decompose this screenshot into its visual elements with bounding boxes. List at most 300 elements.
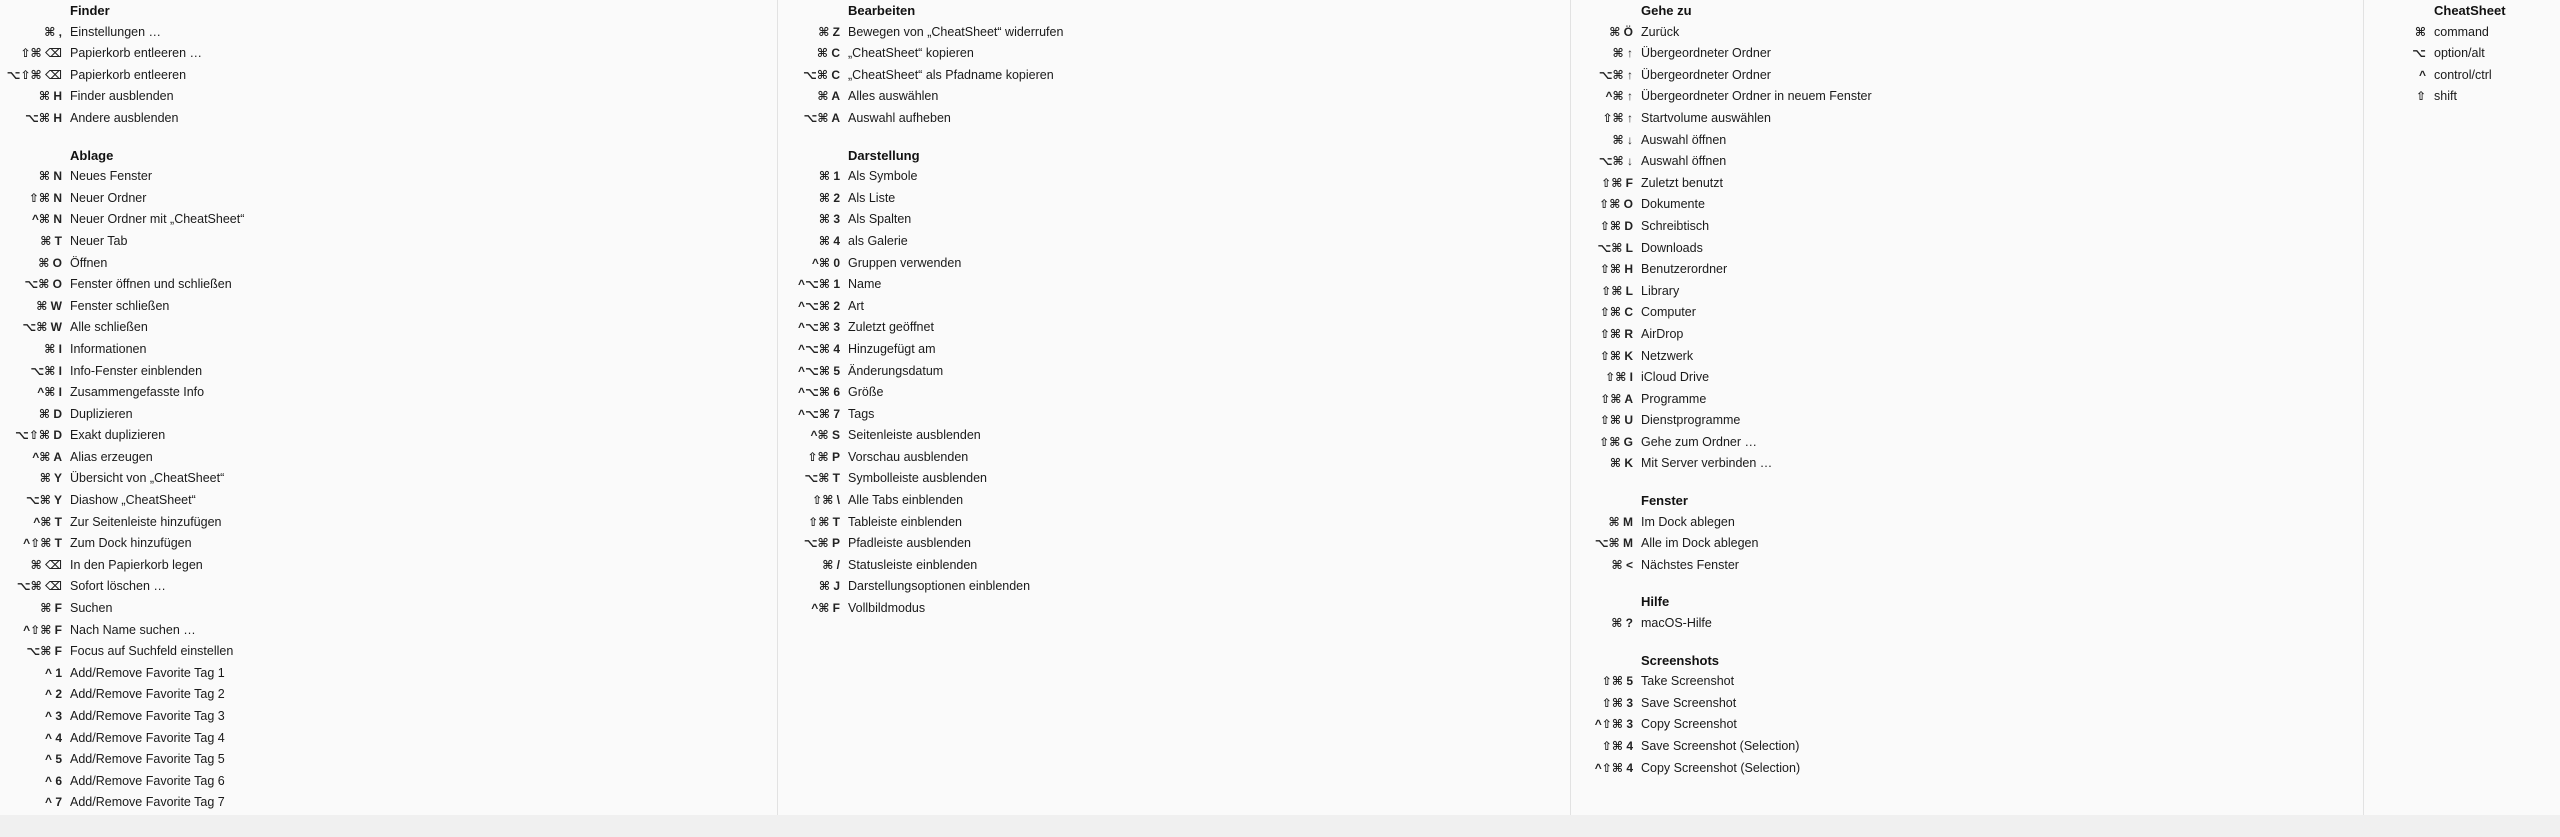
shortcut-keys: ⌥⌘ I <box>30 363 62 378</box>
shortcut-keys: ⌘ , <box>44 24 62 39</box>
shortcut-action: „CheatSheet“ als Pfadname kopieren <box>848 67 1054 82</box>
shortcut-keys: ^ 5 <box>44 752 62 767</box>
shortcut-keys: ^ 6 <box>44 773 62 788</box>
shortcut-keys: ⇧⌘ 5 <box>1601 674 1633 689</box>
shortcut-row <box>1571 736 2364 758</box>
shortcut-action: Zusammengefasste Info <box>70 385 205 400</box>
shortcut-keys: ⌥⌘ C <box>803 67 840 82</box>
shortcut-keys: ⌘ M <box>1608 514 1633 529</box>
shortcut-action: Öffnen <box>70 255 108 270</box>
shortcut-action: Im Dock ablegen <box>1641 514 1735 529</box>
shortcut-keys: ^⌥⌘ 7 <box>798 406 840 421</box>
shortcut-row <box>0 663 778 685</box>
shortcut-keys: ⇧⌘ A <box>1600 391 1633 406</box>
section-gap <box>0 130 778 145</box>
shortcut-action: Library <box>1641 283 1680 298</box>
shortcut-action: Suchen <box>70 601 113 616</box>
shortcut-action: Pfadleiste ausblenden <box>848 536 972 551</box>
shortcut-action: Papierkorb entleeren … <box>70 46 203 61</box>
shortcut-row <box>0 447 778 469</box>
shortcut-row <box>0 339 778 361</box>
shortcut-row <box>0 65 778 87</box>
shortcut-action: Zuletzt geöffnet <box>848 320 934 335</box>
shortcut-row <box>778 468 1571 490</box>
shortcut-row <box>1571 555 2364 577</box>
shortcut-keys: ⌥⌘ W <box>22 320 62 335</box>
shortcut-action: Hinzugefügt am <box>848 341 936 356</box>
shortcut-action: Symbolleiste ausblenden <box>848 471 987 486</box>
shortcut-row <box>1571 693 2364 715</box>
section <box>1571 635 2364 780</box>
shortcut-action: Duplizieren <box>70 406 133 421</box>
shortcut-keys: ⌘ H <box>38 89 62 104</box>
section <box>0 0 778 130</box>
bottom-strip <box>0 815 2560 837</box>
shortcut-action: Neuer Ordner mit „CheatSheet“ <box>70 212 245 227</box>
shortcut-keys: ⇧⌘ N <box>28 190 62 205</box>
shortcut-row <box>2364 22 2560 44</box>
shortcut-action: Als Spalten <box>848 212 912 227</box>
shortcut-keys: ⇧⌘ D <box>1599 218 1633 233</box>
shortcut-action: Papierkorb entleeren <box>70 67 187 82</box>
shortcut-row <box>778 166 1571 188</box>
shortcut-row <box>1571 43 2364 65</box>
shortcut-action: Add/Remove Favorite Tag 4 <box>70 730 225 745</box>
shortcut-row <box>0 512 778 534</box>
shortcut-action: Alle schließen <box>70 320 148 335</box>
shortcut-keys: ⌘ ↓ <box>1612 132 1633 147</box>
shortcut-keys: ^⌘ S <box>810 428 840 443</box>
shortcut-action: Info-Fenster einblenden <box>70 363 203 378</box>
shortcut-keys: ⇧⌘ H <box>1599 262 1633 277</box>
section <box>1571 576 2364 634</box>
shortcut-keys: ⌘ W <box>36 298 62 313</box>
shortcut-action: Auswahl öffnen <box>1641 154 1727 169</box>
shortcut-keys: ⇧⌘ ⌫ <box>20 46 62 61</box>
shortcut-row <box>0 382 778 404</box>
shortcut-keys: ⇧⌘ \ <box>812 493 840 508</box>
shortcut-keys: ⌥⌘ ↑ <box>1598 67 1633 82</box>
shortcut-keys: ⌘ 2 <box>818 190 840 205</box>
shortcut-row <box>1571 453 2364 475</box>
shortcut-keys: ⌥⌘ ⌫ <box>16 579 62 594</box>
shortcut-action: Tags <box>848 406 875 421</box>
shortcut-action: „CheatSheet“ kopieren <box>848 46 974 61</box>
shortcut-row <box>1571 324 2364 346</box>
shortcut-keys: ^⇧⌘ F <box>23 622 62 637</box>
shortcut-action: Focus auf Suchfeld einstellen <box>70 644 234 659</box>
shortcut-row <box>0 728 778 750</box>
shortcut-keys: ⌥⇧⌘ D <box>14 428 62 443</box>
shortcut-row <box>1571 613 2364 635</box>
shortcut-row <box>0 576 778 598</box>
section-title: Screenshots <box>1641 652 1720 668</box>
shortcut-action: Gruppen verwenden <box>848 255 962 270</box>
shortcut-action: Statusleiste einblenden <box>848 557 978 572</box>
section <box>1571 475 2364 576</box>
shortcut-row <box>1571 151 2364 173</box>
shortcut-action: Neuer Ordner <box>70 190 147 205</box>
shortcut-keys: ⌘ N <box>38 169 62 184</box>
shortcut-row <box>778 490 1571 512</box>
shortcut-row <box>0 166 778 188</box>
section-title: Ablage <box>70 147 114 163</box>
section-title: Gehe zu <box>1641 3 1692 18</box>
shortcut-row <box>0 468 778 490</box>
shortcut-row <box>778 43 1571 65</box>
shortcut-keys: ^ 2 <box>44 687 62 702</box>
shortcut-keys: ^⌥⌘ 4 <box>798 341 840 356</box>
shortcut-keys: ⌥ <box>2412 46 2426 61</box>
shortcut-action: Save Screenshot (Selection) <box>1641 739 1800 753</box>
shortcut-row <box>2364 43 2560 65</box>
shortcut-keys: ⌥⌘ A <box>803 110 840 125</box>
shortcut-row <box>0 108 778 130</box>
shortcut-action: Übergeordneter Ordner <box>1641 67 1771 82</box>
shortcut-action: Alle im Dock ablegen <box>1641 536 1759 551</box>
shortcut-action: Als Symbole <box>848 169 918 184</box>
shortcut-action: Copy Screenshot <box>1641 717 1737 732</box>
shortcut-action: Add/Remove Favorite Tag 7 <box>70 795 225 810</box>
column-gehe-zu <box>1571 0 2364 815</box>
shortcut-row <box>1571 389 2364 411</box>
shortcut-keys: ⌘ F <box>40 601 62 616</box>
shortcut-action: Schreibtisch <box>1641 218 1710 233</box>
shortcut-keys: ⌘ ↑ <box>1612 46 1633 61</box>
shortcut-keys: ⌥⇧⌘ ⌫ <box>6 67 62 82</box>
shortcut-row <box>0 231 778 253</box>
shortcut-row <box>778 209 1571 231</box>
shortcut-row <box>1571 108 2364 130</box>
shortcut-action: Bewegen von „CheatSheet“ widerrufen <box>848 24 1064 39</box>
shortcut-keys: ⌘ 1 <box>818 169 840 184</box>
shortcut-action: Übergeordneter Ordner <box>1641 46 1771 61</box>
shortcut-keys: ⌘ Y <box>39 471 62 486</box>
shortcut-row <box>1571 173 2364 195</box>
shortcut-keys: ^ 4 <box>44 730 62 745</box>
shortcut-action: Andere ausblenden <box>70 110 179 125</box>
shortcut-row <box>1571 65 2364 87</box>
shortcut-row <box>1571 130 2364 152</box>
shortcut-row <box>778 555 1571 577</box>
shortcut-keys: ^⌥⌘ 5 <box>798 363 840 378</box>
column-cheatsheet <box>2364 0 2560 815</box>
shortcut-row <box>0 771 778 793</box>
shortcut-action: als Galerie <box>848 233 908 248</box>
shortcut-row <box>0 404 778 426</box>
shortcut-row <box>778 533 1571 555</box>
shortcut-row <box>0 490 778 512</box>
shortcut-action: Add/Remove Favorite Tag 5 <box>70 752 225 767</box>
shortcut-keys: ^⌥⌘ 6 <box>798 385 840 400</box>
shortcut-row <box>778 425 1571 447</box>
shortcut-action: Nach Name suchen … <box>70 622 196 637</box>
shortcut-action: Tableiste einblenden <box>848 514 962 529</box>
shortcut-row <box>778 404 1571 426</box>
shortcut-row <box>778 86 1571 108</box>
shortcut-action: Zuletzt benutzt <box>1641 175 1723 190</box>
shortcut-row <box>778 253 1571 275</box>
column-finder <box>0 0 778 815</box>
shortcut-keys: ⌘ K <box>1609 456 1633 471</box>
section-gap <box>1571 576 2364 591</box>
shortcut-keys: ^ <box>2418 67 2426 82</box>
shortcut-action: Add/Remove Favorite Tag 2 <box>70 687 225 702</box>
shortcut-keys: ⌘ C <box>816 46 840 61</box>
shortcut-row <box>1571 346 2364 368</box>
section-gap <box>778 130 1571 145</box>
shortcut-keys: ⌥⌘ Y <box>25 493 62 508</box>
shortcut-action: control/ctrl <box>2434 67 2492 82</box>
section <box>778 0 1571 130</box>
section-gap <box>1571 635 2364 650</box>
shortcut-keys: ⌘ < <box>1611 557 1633 572</box>
shortcut-keys: ⌘ ? <box>1611 616 1633 631</box>
shortcut-keys: ⇧⌘ L <box>1601 283 1633 298</box>
shortcut-row <box>0 274 778 296</box>
shortcut-keys: ^⌘ T <box>33 514 62 529</box>
shortcut-action: shift <box>2434 89 2457 104</box>
shortcut-row <box>0 86 778 108</box>
shortcut-keys: ⇧⌘ ↑ <box>1602 110 1633 125</box>
shortcut-action: Startvolume auswählen <box>1641 110 1771 125</box>
shortcut-action: Alles auswählen <box>848 89 939 104</box>
shortcut-row <box>0 209 778 231</box>
shortcut-action: Netzwerk <box>1641 348 1694 363</box>
section-title: Finder <box>70 3 110 18</box>
shortcut-row <box>1571 671 2364 693</box>
shortcut-row <box>0 620 778 642</box>
shortcut-row <box>1571 194 2364 216</box>
shortcut-keys: ⌘ T <box>40 233 62 248</box>
shortcut-keys: ⇧⌘ 4 <box>1601 739 1633 753</box>
shortcut-keys: ^⌥⌘ 3 <box>798 320 840 335</box>
shortcut-action: Seitenleiste ausblenden <box>848 428 981 443</box>
shortcut-row <box>1571 86 2364 108</box>
section <box>1571 0 2364 475</box>
shortcut-row <box>0 43 778 65</box>
shortcut-row <box>0 188 778 210</box>
shortcut-row <box>778 231 1571 253</box>
shortcut-keys: ^⇧⌘ 3 <box>1594 717 1633 732</box>
section-title: Fenster <box>1641 493 1688 509</box>
shortcut-keys: ⌥⌘ F <box>26 644 62 659</box>
shortcut-action: Dokumente <box>1641 197 1705 212</box>
shortcut-keys: ⌘ Ö <box>1609 24 1633 39</box>
shortcut-keys: ⇧⌘ G <box>1599 434 1633 449</box>
shortcut-action: command <box>2434 24 2489 39</box>
shortcut-action: Save Screenshot <box>1641 695 1737 710</box>
shortcut-keys: ⇧⌘ C <box>1599 305 1633 320</box>
shortcut-keys: ⌥⌘ L <box>1597 240 1633 255</box>
shortcut-action: Fenster schließen <box>70 298 170 313</box>
shortcut-action: Änderungsdatum <box>848 363 944 378</box>
shortcut-keys: ⌘ 3 <box>818 212 840 227</box>
shortcut-keys: ⌥⌘ O <box>24 277 62 292</box>
shortcut-keys: ⌘ I <box>44 341 62 356</box>
shortcut-row <box>1571 259 2364 281</box>
shortcut-keys: ⌘ O <box>38 255 62 270</box>
shortcut-action: Als Liste <box>848 190 896 205</box>
shortcut-action: Alias erzeugen <box>70 449 153 464</box>
shortcut-keys: ^⌘ I <box>37 385 62 400</box>
shortcut-row <box>778 598 1571 620</box>
shortcut-keys: ^⌘ A <box>32 449 62 464</box>
shortcut-row <box>0 361 778 383</box>
shortcut-keys: ⌥⌘ H <box>25 110 62 125</box>
shortcut-keys: ^⌥⌘ 2 <box>798 298 840 313</box>
shortcut-keys: ⌘ A <box>817 89 840 104</box>
section <box>2364 0 2560 108</box>
shortcut-row <box>2364 86 2560 108</box>
shortcut-row <box>778 361 1571 383</box>
shortcut-row <box>0 641 778 663</box>
shortcut-keys: ⇧⌘ 3 <box>1601 695 1633 710</box>
shortcut-action: Informationen <box>70 341 147 356</box>
shortcut-action: Auswahl öffnen <box>1641 132 1727 147</box>
shortcut-keys: ⇧⌘ K <box>1599 348 1633 363</box>
section-gap <box>1571 475 2364 490</box>
shortcut-keys: ⌥⌘ M <box>1594 536 1633 551</box>
shortcut-keys: ⇧⌘ I <box>1605 370 1633 385</box>
shortcut-row <box>0 684 778 706</box>
shortcut-keys: ^ 3 <box>44 709 62 723</box>
shortcut-row <box>0 253 778 275</box>
shortcut-action: Art <box>848 298 864 313</box>
shortcut-action: Darstellungsoptionen einblenden <box>848 579 1031 594</box>
shortcut-keys: ⌥⌘ ↓ <box>1598 154 1633 169</box>
shortcut-row <box>0 533 778 555</box>
shortcut-action: Vorschau ausblenden <box>848 449 969 464</box>
shortcut-row <box>778 382 1571 404</box>
shortcut-row <box>0 792 778 814</box>
shortcut-row <box>778 512 1571 534</box>
section <box>778 130 1571 620</box>
shortcut-keys: ⇧⌘ O <box>1599 197 1633 212</box>
shortcut-row <box>1571 216 2364 238</box>
shortcut-keys: ⇧⌘ P <box>807 449 840 464</box>
shortcut-keys: ⇧⌘ F <box>1601 175 1633 190</box>
shortcut-action: Exakt duplizieren <box>70 428 166 443</box>
shortcut-action: Add/Remove Favorite Tag 1 <box>70 665 225 680</box>
shortcut-row <box>1571 533 2364 555</box>
column-bearbeiten <box>778 0 1571 815</box>
shortcut-keys: ^⌘ N <box>31 212 62 227</box>
shortcut-action: Name <box>848 277 882 292</box>
shortcut-row <box>778 274 1571 296</box>
shortcut-action: Dienstprogramme <box>1641 413 1741 428</box>
shortcut-row <box>1571 22 2364 44</box>
shortcut-action: In den Papierkorb legen <box>70 557 203 572</box>
shortcut-action: Gehe zum Ordner … <box>1641 434 1758 449</box>
shortcut-row <box>778 296 1571 318</box>
section-title: Bearbeiten <box>848 3 916 18</box>
shortcut-action: Vollbildmodus <box>848 601 926 616</box>
shortcut-action: Zum Dock hinzufügen <box>70 536 192 551</box>
shortcut-row <box>1571 367 2364 389</box>
shortcut-keys: ⌘ / <box>822 557 840 572</box>
shortcut-row <box>1571 758 2364 780</box>
shortcut-action: Auswahl aufheben <box>848 110 951 125</box>
shortcut-action: Diashow „CheatSheet“ <box>70 493 196 508</box>
shortcut-row <box>778 339 1571 361</box>
shortcut-row <box>0 749 778 771</box>
shortcut-keys: ⌘ Z <box>818 24 840 39</box>
section <box>0 130 778 814</box>
shortcut-row <box>778 576 1571 598</box>
shortcut-row <box>0 425 778 447</box>
shortcut-keys: ⌘ <box>2414 24 2426 39</box>
shortcut-action: Add/Remove Favorite Tag 6 <box>70 773 225 788</box>
section-title: Hilfe <box>1641 594 1670 610</box>
shortcut-action: Mit Server verbinden … <box>1641 456 1773 471</box>
shortcut-keys: ⇧⌘ T <box>808 514 840 529</box>
shortcut-keys: ⌥⌘ P <box>803 536 840 551</box>
shortcut-row <box>1571 432 2364 454</box>
shortcut-action: option/alt <box>2434 46 2485 61</box>
section-title: Darstellung <box>848 147 920 163</box>
shortcut-row <box>1571 410 2364 432</box>
shortcut-keys: ^ 1 <box>44 665 62 680</box>
shortcut-row <box>0 296 778 318</box>
shortcut-keys: ^⌘ F <box>811 601 840 616</box>
shortcut-action: Einstellungen … <box>70 24 162 39</box>
shortcut-row <box>1571 714 2364 736</box>
shortcut-action: Neues Fenster <box>70 169 152 184</box>
shortcut-row <box>778 108 1571 130</box>
shortcut-row <box>778 317 1571 339</box>
shortcut-action: Computer <box>1641 305 1696 320</box>
shortcut-row <box>1571 238 2364 260</box>
shortcut-keys: ⌘ J <box>818 579 840 594</box>
shortcut-row <box>1571 512 2364 534</box>
shortcut-action: AirDrop <box>1641 326 1684 341</box>
shortcut-row <box>0 22 778 44</box>
shortcut-keys: ^⇧⌘ T <box>23 536 62 551</box>
shortcut-row <box>2364 65 2560 87</box>
shortcut-keys: ⇧⌘ U <box>1599 413 1633 428</box>
shortcut-action: Downloads <box>1641 240 1703 255</box>
shortcut-row <box>778 22 1571 44</box>
shortcut-keys: ⌘ D <box>38 406 62 421</box>
shortcut-action: Größe <box>848 385 884 400</box>
shortcut-keys: ^⌘ ↑ <box>1605 89 1633 104</box>
shortcut-action: Programme <box>1641 391 1707 406</box>
shortcut-action: Zurück <box>1641 24 1680 39</box>
shortcut-action: Neuer Tab <box>70 233 128 248</box>
shortcut-row <box>0 706 778 728</box>
shortcut-action: Übersicht von „CheatSheet“ <box>70 471 225 486</box>
shortcut-action: Finder ausblenden <box>70 89 174 104</box>
shortcut-action: iCloud Drive <box>1641 370 1710 385</box>
shortcut-keys: ^⌥⌘ 1 <box>798 277 840 292</box>
shortcut-row <box>778 447 1571 469</box>
shortcut-keys: ⌘ 4 <box>818 233 840 248</box>
shortcut-keys: ⇧ <box>2415 89 2426 104</box>
shortcut-row <box>0 555 778 577</box>
shortcut-action: Übergeordneter Ordner in neuem Fenster <box>1641 89 1872 104</box>
shortcut-action: macOS-Hilfe <box>1641 616 1712 631</box>
shortcut-row <box>0 317 778 339</box>
shortcut-keys: ^⌘ 0 <box>811 255 840 270</box>
shortcut-keys: ⌥⌘ T <box>804 471 840 486</box>
shortcut-action: Sofort löschen … <box>70 579 166 594</box>
shortcut-row <box>778 65 1571 87</box>
shortcut-action: Nächstes Fenster <box>1641 557 1739 572</box>
shortcut-action: Copy Screenshot (Selection) <box>1641 760 1801 775</box>
shortcut-row <box>1571 302 2364 324</box>
shortcut-keys: ^ 7 <box>44 795 62 810</box>
